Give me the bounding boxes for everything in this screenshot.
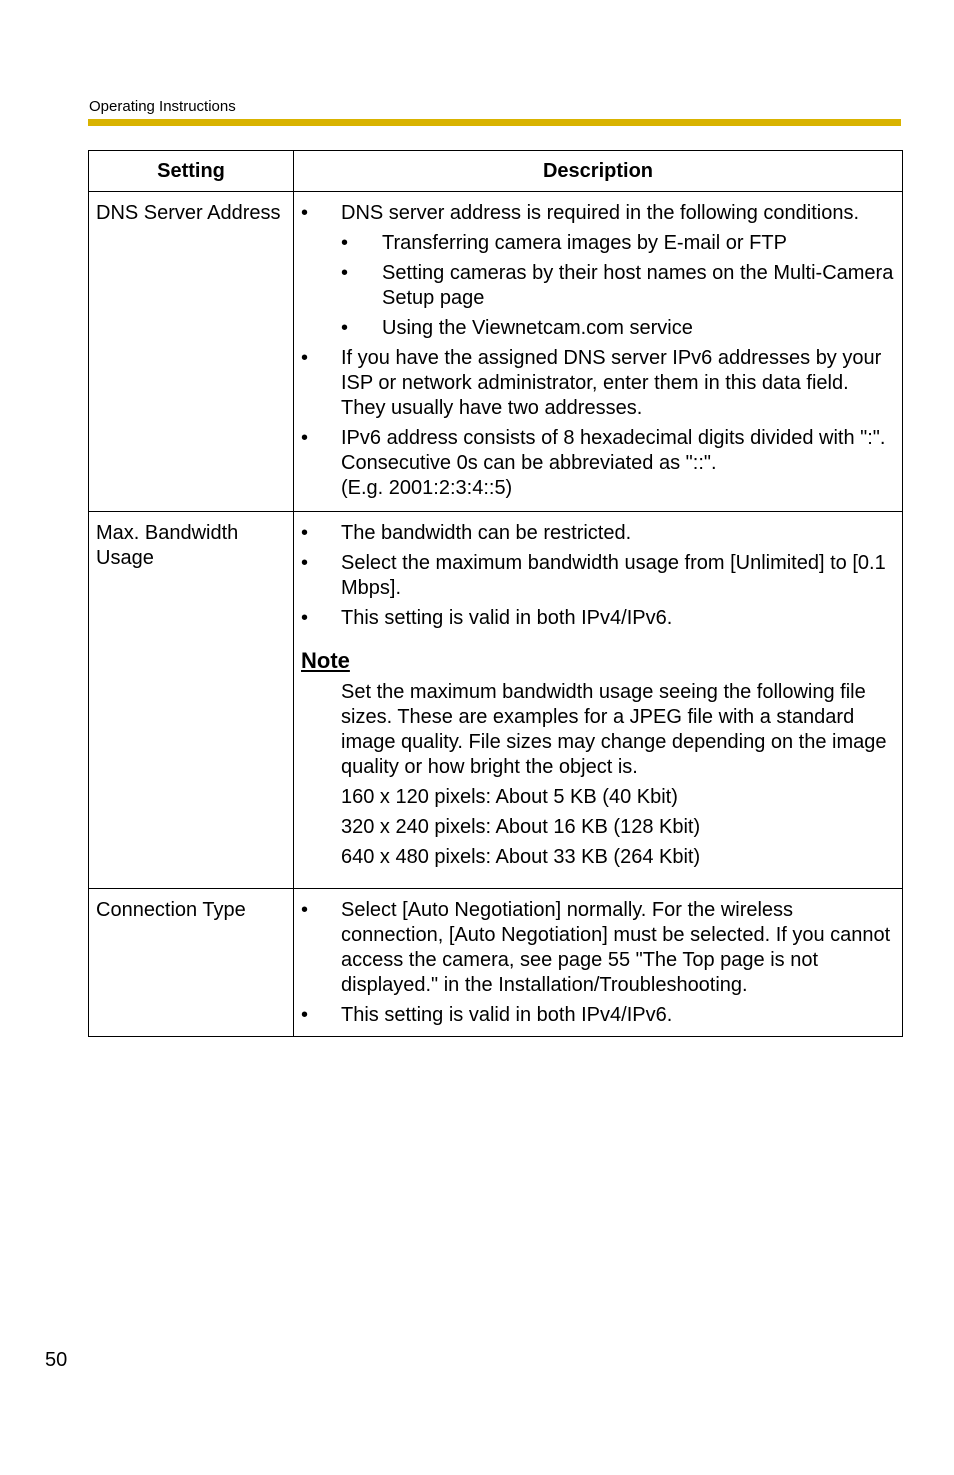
list-item bbox=[301, 606, 898, 631]
setting-description bbox=[294, 192, 903, 512]
list-item bbox=[301, 521, 898, 546]
note-paragraph: Set the maximum bandwidth usage seeing the following file sizes. These are examples for a JPEG file with a standard image quality. File sizes may change depending on the image quality or how bright the object is. bbox=[341, 681, 887, 778]
note-paragraph: 160 x 120 pixels: About 5 KB (40 Kbit) bbox=[341, 786, 678, 808]
item-text: If you have the assigned DNS server IPv6 addresses by your ISP or network administrator, enter them in this data field. They usually have two addresses. bbox=[341, 347, 882, 419]
bullet-icon: • bbox=[301, 522, 309, 544]
page-number: 50 bbox=[45, 1349, 68, 1371]
item-text: Select the maximum bandwidth usage from [Unlimited] to [0.1 Mbps]. bbox=[341, 552, 886, 599]
setting-name: DNS Server Address bbox=[89, 192, 294, 512]
bullet-icon: • bbox=[301, 1004, 309, 1026]
setting-name: Max. Bandwidth Usage bbox=[89, 512, 294, 889]
bullet-icon: • bbox=[301, 347, 309, 369]
item-text: Transferring camera images by E-mail or FTP bbox=[382, 232, 787, 254]
settings-table bbox=[88, 150, 903, 1037]
note-paragraph: 640 x 480 pixels: About 33 KB (264 Kbit) bbox=[341, 846, 701, 868]
bullet-icon: • bbox=[341, 232, 349, 254]
table-header-row bbox=[89, 151, 903, 192]
list-item bbox=[341, 231, 898, 256]
table-row bbox=[89, 889, 903, 1037]
bullet-icon: • bbox=[341, 262, 349, 284]
item-text: Setting cameras by their host names on the Multi-Camera Setup page bbox=[382, 262, 894, 309]
note-heading: Note bbox=[301, 648, 350, 673]
list-item bbox=[341, 316, 898, 341]
note-body bbox=[301, 680, 898, 870]
running-header: Operating Instructions bbox=[89, 98, 236, 115]
setting-description bbox=[294, 512, 903, 889]
item-text: This setting is valid in both IPv4/IPv6. bbox=[341, 1004, 673, 1026]
bullet-icon: • bbox=[301, 202, 309, 224]
item-text: IPv6 address consists of 8 hexadecimal digits divided with ":". Consecutive 0s can be abbreviated as "::". bbox=[341, 427, 886, 474]
bullet-icon: • bbox=[341, 317, 349, 339]
bullet-list bbox=[301, 201, 898, 501]
bullet-icon: • bbox=[301, 427, 309, 449]
item-text: This setting is valid in both IPv4/IPv6. bbox=[341, 607, 673, 629]
table-row bbox=[89, 512, 903, 889]
list-item bbox=[301, 1003, 898, 1028]
list-item bbox=[301, 346, 898, 421]
header-rule bbox=[88, 119, 901, 126]
item-text: Using the Viewnetcam.com service bbox=[382, 317, 693, 339]
bullet-icon: • bbox=[301, 607, 309, 629]
setting-description bbox=[294, 889, 903, 1037]
list-item bbox=[301, 201, 898, 341]
list-item bbox=[301, 426, 898, 501]
bullet-icon: • bbox=[301, 899, 309, 921]
sub-bullet-list bbox=[341, 231, 898, 341]
column-header-setting: Setting bbox=[89, 151, 294, 192]
item-text: The bandwidth can be restricted. bbox=[341, 522, 632, 544]
bullet-icon: • bbox=[301, 552, 309, 574]
bullet-list bbox=[301, 521, 898, 631]
item-text: Select [Auto Negotiation] normally. For the wireless connection, [Auto Negotiation] must be selected. If you cannot access the camera, see page 55 "The Top page is not displayed." in the Installation/Troubleshooting. bbox=[341, 899, 891, 996]
setting-name: Connection Type bbox=[89, 889, 294, 1037]
list-item bbox=[301, 551, 898, 601]
column-header-description: Description bbox=[294, 151, 903, 192]
example-text: (E.g. 2001:2:3:4::5) bbox=[341, 477, 513, 499]
note-paragraph: 320 x 240 pixels: About 16 KB (128 Kbit) bbox=[341, 816, 701, 838]
item-text: DNS server address is required in the following conditions. bbox=[341, 202, 860, 224]
list-item bbox=[301, 898, 898, 998]
bullet-list bbox=[301, 898, 898, 1028]
table-row bbox=[89, 192, 903, 512]
list-item bbox=[341, 261, 898, 311]
